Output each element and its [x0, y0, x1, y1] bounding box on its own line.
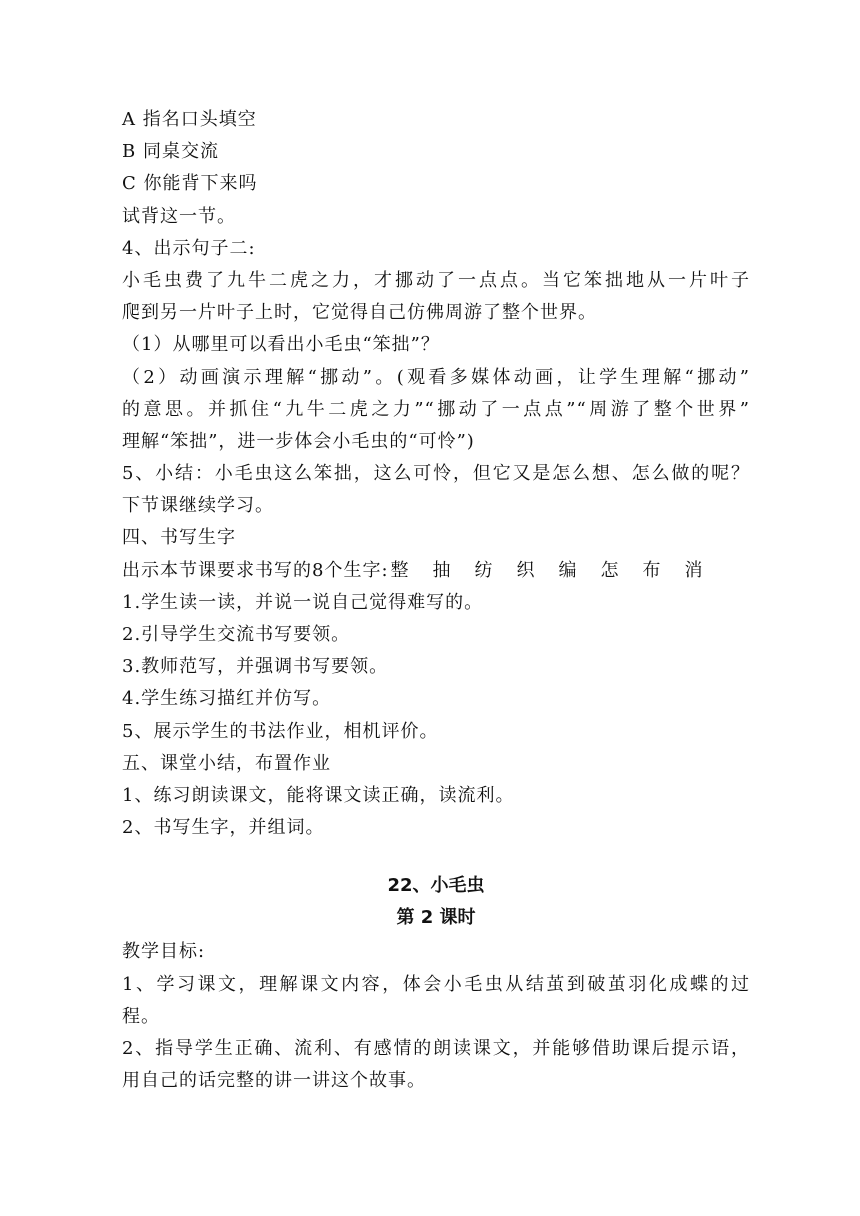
new-character: 布: [642, 559, 661, 581]
new-character: 怎: [600, 559, 619, 581]
section-spacer: [122, 844, 750, 870]
text-line: 4.学生练习描红并仿写。: [122, 688, 332, 710]
new-characters-line: [122, 555, 750, 587]
new-character: 织: [516, 559, 535, 581]
section-heading: 五、课堂小结，布置作业: [122, 752, 331, 774]
new-character: 整: [390, 559, 409, 581]
text-line: 1、学习课文，理解课文内容，体会小毛虫从结茧到破茧羽化成蝶的过: [122, 973, 750, 995]
text-line: 3.教师范写，并强调书写要领。: [122, 656, 389, 678]
text-line: C 你能背下来吗: [122, 173, 258, 195]
section-heading: 四、书写生字: [122, 527, 236, 549]
text-line: 2.引导学生交流书写要领。: [122, 624, 351, 645]
text-line: 2、书写生字，并组词。: [122, 817, 325, 839]
new-character: 纺: [474, 559, 493, 581]
text-line: 2、指导学生正确、流利、有感情的朗读课文，并能够借助课后提示语，: [122, 1037, 750, 1059]
lesson-subtitle: 第 2 课时: [396, 907, 476, 929]
text-line: 的意思。并抓住“九牛二虎之力”“挪动了一点点”“周游了整个世界”: [122, 398, 750, 420]
text-line: （1）从哪里可以看出小毛虫“笨拙”？: [122, 334, 440, 356]
new-character: 抽: [432, 559, 451, 581]
new-character: 编: [558, 559, 577, 581]
text-line: 爬到另一片叶子上时，它觉得自己仿佛周游了整个世界。: [122, 302, 597, 324]
text-line: 5、展示学生的书法作业，相机评价。: [122, 720, 439, 742]
text-line: 5、小结：小毛虫这么笨拙，这么可怜，但它又是怎么想、怎么做的呢？: [122, 463, 750, 485]
new-characters-list: [389, 560, 703, 581]
text-line: 1.学生读一读，并说一说自己觉得难写的。: [122, 591, 484, 613]
new-characters-prefix: 出示本节课要求书写的8个生字:: [122, 559, 389, 581]
section-heading: 4、出示句子二:: [122, 237, 256, 259]
text-line: A 指名口头填空: [122, 109, 257, 130]
text-line: 小毛虫费了九牛二虎之力，才挪动了一点点。当它笨拙地从一片叶子: [122, 269, 750, 291]
document-body: [122, 104, 750, 1097]
text-line: 理解“笨拙”，进一步体会小毛虫的“可怜”): [122, 430, 475, 452]
text-line: 用自己的话完整的讲一讲这个故事。: [122, 1070, 426, 1092]
lesson-title: 22、小毛虫: [387, 875, 485, 897]
text-line: 下节课继续学习。: [122, 495, 274, 517]
new-character: 消: [684, 559, 703, 581]
text-line: （2）动画演示理解“挪动”。(观看多媒体动画，让学生理解“挪动”: [122, 366, 750, 388]
text-line: 试背这一节。: [122, 205, 236, 227]
text-line: B 同桌交流: [122, 141, 219, 163]
text-line: 程。: [122, 1005, 160, 1027]
section-heading: 教学目标:: [122, 941, 206, 963]
text-line: 1、练习朗读课文，能将课文读正确，读流利。: [122, 784, 515, 806]
